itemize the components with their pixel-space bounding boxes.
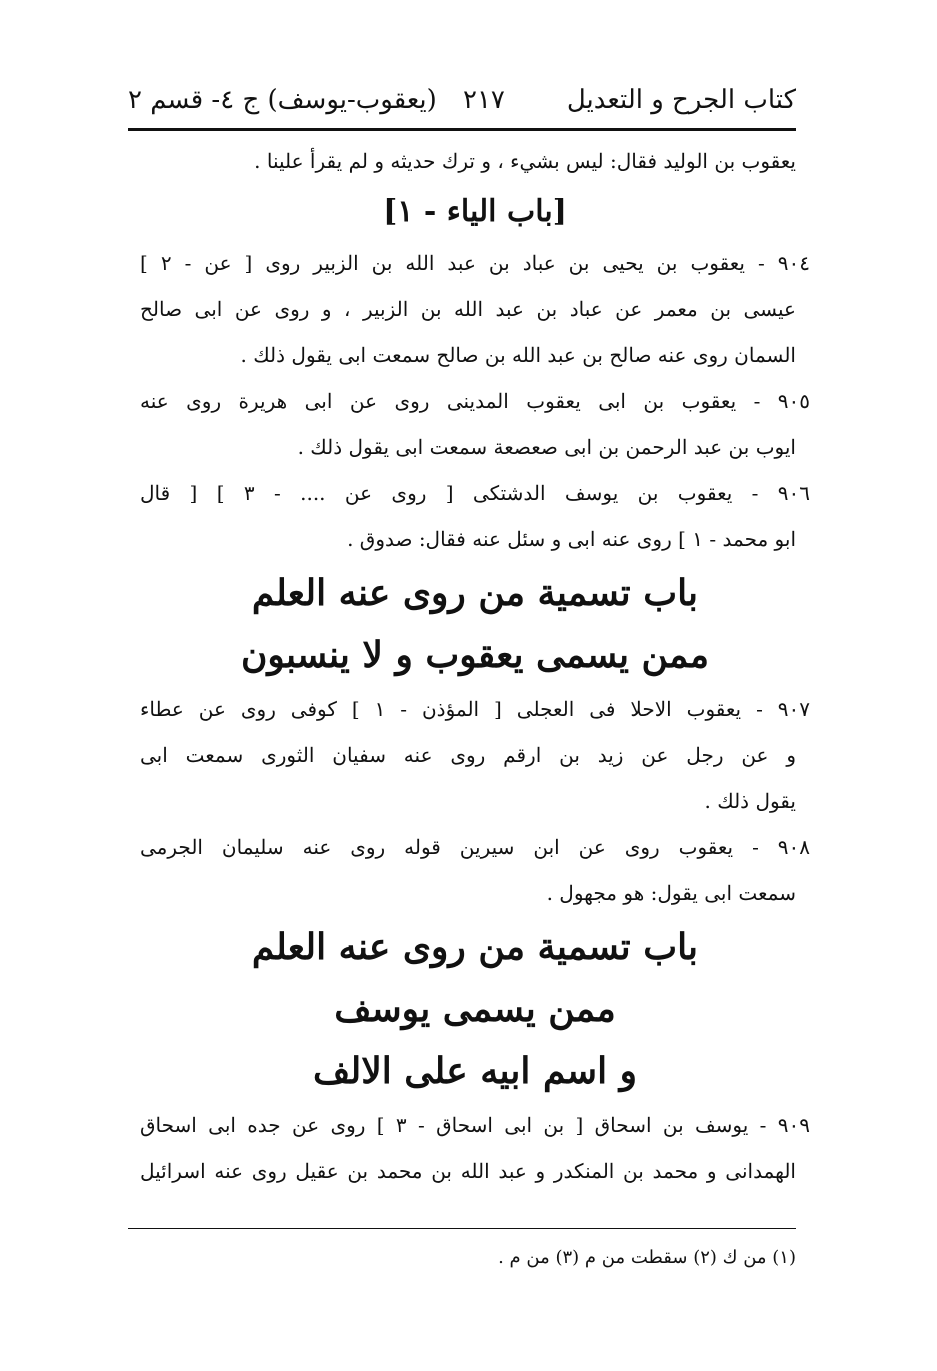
text-line: ابو محمد - ١ ] روى عنه ابى و سئل عنه فقال: صدوق .	[347, 527, 796, 551]
text-line: عيسى بن معمر عن عباد بن عبد الله بن الزبير ، و روى عن ابى صالح	[140, 297, 796, 321]
volume-label: (يعقوب-يوسف) ج ٤- قسم ٢	[128, 85, 437, 115]
page-number: ٢١٧	[463, 85, 505, 115]
section-heading: و اسم ابيه على الالف	[313, 1050, 637, 1092]
footnote-rule	[128, 1228, 796, 1229]
entry-line: ٩٠٤ - يعقوب بن يحيى بن عباد بن عبد الله بن الزبير روى [ عن - ٢ ]	[140, 251, 810, 275]
footnote: (١) من ك (٢) سقطت من م (٣) من م .	[498, 1247, 796, 1268]
entry-line: ٩٠٦ - يعقوب بن يوسف الدشتكى [ روى عن .... - ٣ ] [ قال	[140, 481, 810, 505]
page-body	[140, 138, 810, 1194]
header-rule	[128, 128, 796, 131]
book-title: كتاب الجرح و التعديل	[566, 85, 796, 115]
section-heading: ممن يسمى يوسف	[334, 988, 616, 1030]
text-line: و عن رجل عن زيد بن ارقم روى عنه سفيان الثورى سمعت ابى	[140, 743, 796, 767]
text-line: يعقوب بن الوليد فقال: ليس بشيء ، و ترك حديثه و لم يقرأ علينا .	[254, 149, 796, 173]
section-heading: ممن يسمى يعقوب و لا ينسبون	[240, 634, 710, 676]
text-line: ايوب بن عبد الرحمن بن ابى صعصعة سمعت ابى يقول ذلك .	[297, 435, 796, 459]
text-line: يقول ذلك .	[704, 789, 796, 813]
section-heading: باب تسمية من روى عنه العلم	[251, 926, 699, 968]
entry-line: ٩٠٥ - يعقوب بن ابى يعقوب المدينى روى عن ابى هريرة روى عنه	[140, 389, 810, 413]
text-line: السمان روى عنه صالح بن عبد الله بن صالح سمعت ابى يقول ذلك .	[240, 343, 796, 367]
chapter-heading: [باب الياء - ١]	[383, 194, 567, 229]
entry-line: ٩٠٧ - يعقوب الاحلا فى العجلى [ المؤذن - ١ ] كوفى روى عن عطاء	[140, 697, 810, 721]
text-line: الهمدانى و محمد بن المنكدر و عبد الله بن محمد بن عقيل روى عنه اسرائيل	[140, 1159, 796, 1183]
text-line: سمعت ابى يقول: هو مجهول .	[546, 881, 796, 905]
entry-line: ٩٠٩ - يوسف بن اسحاق [ بن ابى اسحاق - ٣ ] روى عن جده ابى اسحاق	[140, 1113, 810, 1137]
running-header	[128, 78, 796, 122]
entry-line: ٩٠٨ - يعقوب روى عن ابن سيرين قوله روى عنه سليمان الجرمى	[140, 835, 810, 859]
section-heading: باب تسمية من روى عنه العلم	[251, 572, 699, 614]
